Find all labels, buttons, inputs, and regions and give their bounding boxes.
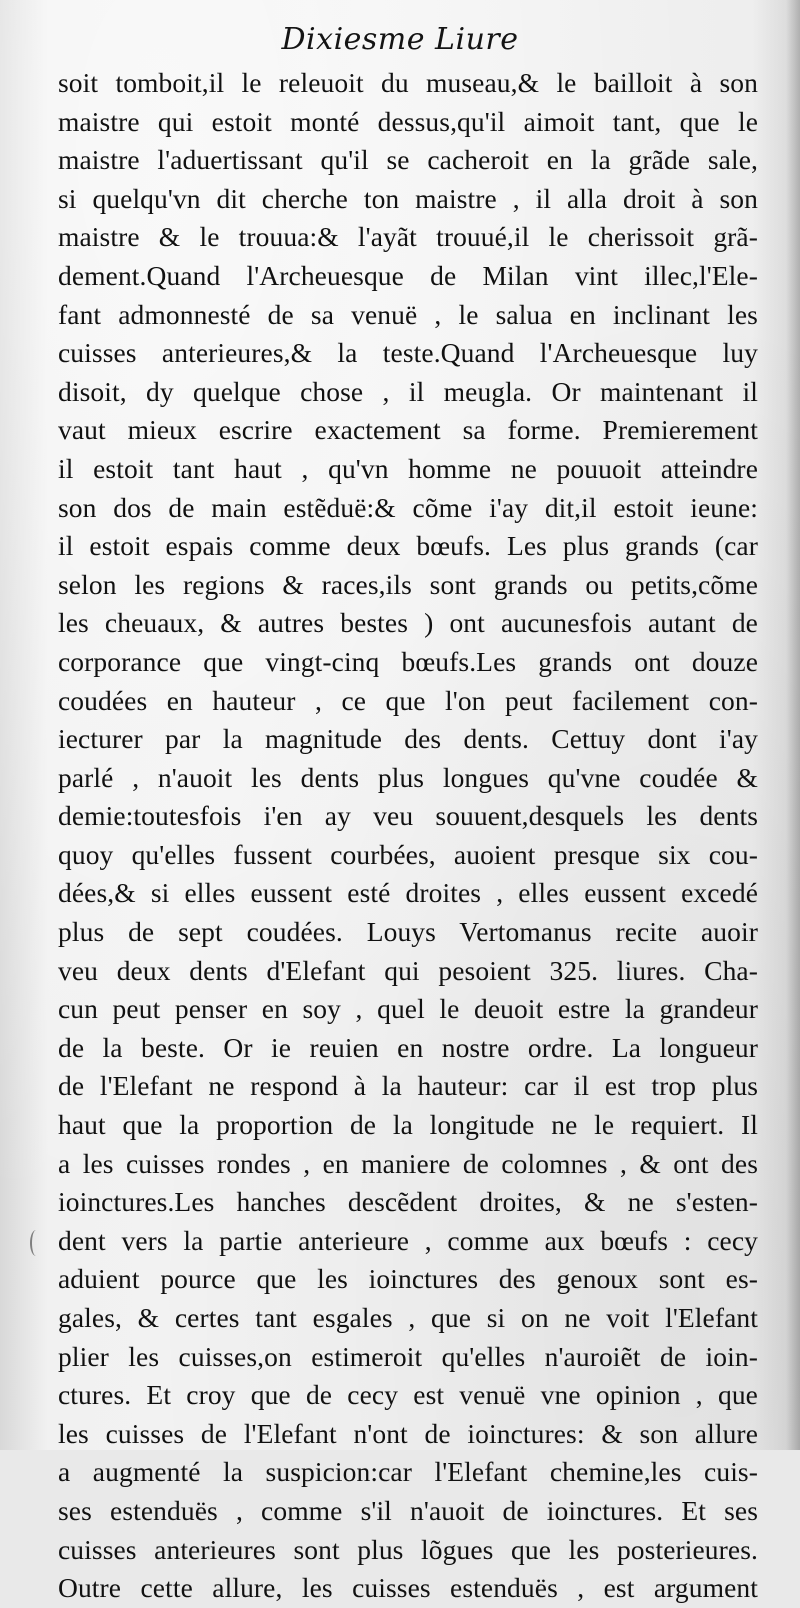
text-line: a les cuisses rondes , en maniere de colomnes , & ont des <box>58 1147 758 1179</box>
text-line: plier les cuisses,on estimeroit qu'elles n'auroiẽt de ioin- <box>58 1340 758 1372</box>
text-line: maistre l'aduertissant qu'il se cacheroit en la grãde sale, <box>58 144 758 176</box>
text-line: aduient pource que les ioinctures des genoux sont es- <box>58 1263 758 1295</box>
text-line: si quelqu'vn dit cherche ton maistre , il alla droit à son <box>58 182 758 214</box>
text-line: demie:toutesfois i'en ay veu souuent,desquels les dents <box>58 800 758 832</box>
text-line: cuisses anterieures,& la teste.Quand l'Archeuesque luy <box>58 337 758 369</box>
text-line: dées,& si elles eussent esté droites , elles eussent excedé <box>58 877 758 909</box>
text-line: Outre cette allure, les cuisses estenduës , est argument <box>58 1572 758 1604</box>
text-line: il estoit tant haut , qu'vn homme ne pouuoit atteindre <box>58 452 758 484</box>
text-line: veu deux dents d'Elefant qui pesoient 325. liures. Cha- <box>58 954 758 986</box>
text-line: fant admonnesté de sa venuë , le salua en inclinant les <box>58 298 758 330</box>
text-line: il estoit espais comme deux bœufs. Les plus grands (car <box>58 530 758 562</box>
text-line: vaut mieux escrire exactement sa forme. Premierement <box>58 414 758 446</box>
text-line: disoit, dy quelque chose , il meugla. Or maintenant il <box>58 375 758 407</box>
text-line: a augmenté la suspicion:car l'Elefant chemine,les cuis- <box>58 1456 758 1488</box>
text-line: parlé , n'auoit les dents plus longues qu'vne coudée & <box>58 761 758 793</box>
text-line: son dos de main estẽduë:& cõme i'ay dit,il estoit ieune: <box>58 491 758 523</box>
text-line: les cheuaux, & autres bestes ) ont aucunesfois autant de <box>58 607 758 639</box>
text-line: plus de sept coudées. Louys Vertomanus recite auoir <box>58 916 758 948</box>
text-line: de l'Elefant ne respond à la hauteur: car il est trop plus <box>58 1070 758 1102</box>
text-line: haut que la proportion de la longitude ne le requiert. Il <box>58 1109 758 1141</box>
running-head: Dixiesme Liure <box>281 22 519 57</box>
margin-ink-mark <box>30 1230 42 1256</box>
text-line: dement.Quand l'Archeuesque de Milan vint illec,l'Ele- <box>58 259 758 291</box>
text-line: ctures. Et croy que de cecy est venuë vne opinion , que <box>58 1379 758 1411</box>
text-line: gales, & certes tant esgales , que si on ne voit l'Elefant <box>58 1302 758 1333</box>
body-text <box>58 64 758 1608</box>
page-edge-shadow <box>786 0 800 1450</box>
text-line: soit tomboit,il le releuoit du museau,& le bailloit à son <box>58 67 758 98</box>
text-line: cun peut penser en soy , quel le deuoit estre la grandeur <box>58 993 758 1025</box>
text-line: iecturer par la magnitude des dents. Cettuy dont i'ay <box>58 723 758 755</box>
text-line: cuisses anterieures sont plus lõgues que les posterieures. <box>58 1533 758 1565</box>
text-line: corporance que vingt-cinq bœufs.Les grands ont douze <box>58 645 758 677</box>
text-line: de la beste. Or ie reuien en nostre ordre. La longueur <box>58 1031 758 1063</box>
text-line: ses estenduës , comme s'il n'auoit de ioinctures. Et ses <box>58 1494 758 1526</box>
text-line: maistre qui estoit monté dessus,qu'il aimoit tant, que le <box>58 105 758 137</box>
text-line: dent vers la partie anterieure , comme aux bœufs : cecy <box>58 1224 758 1256</box>
text-line: selon les regions & races,ils sont grands ou petits,cõme <box>58 568 758 600</box>
text-line: maistre & le trouua:& l'ayãt trouué,il le cherissoit grã- <box>58 221 758 253</box>
text-line: coudées en hauteur , ce que l'on peut facilement con- <box>58 684 758 716</box>
text-line: ioinctures.Les hanches descẽdent droites, & ne s'esten- <box>58 1186 758 1218</box>
text-line: les cuisses de l'Elefant n'ont de ioinctures: & son allure <box>58 1417 758 1449</box>
text-line: quoy qu'elles fussent courbées, auoient presque six cou- <box>58 838 758 870</box>
